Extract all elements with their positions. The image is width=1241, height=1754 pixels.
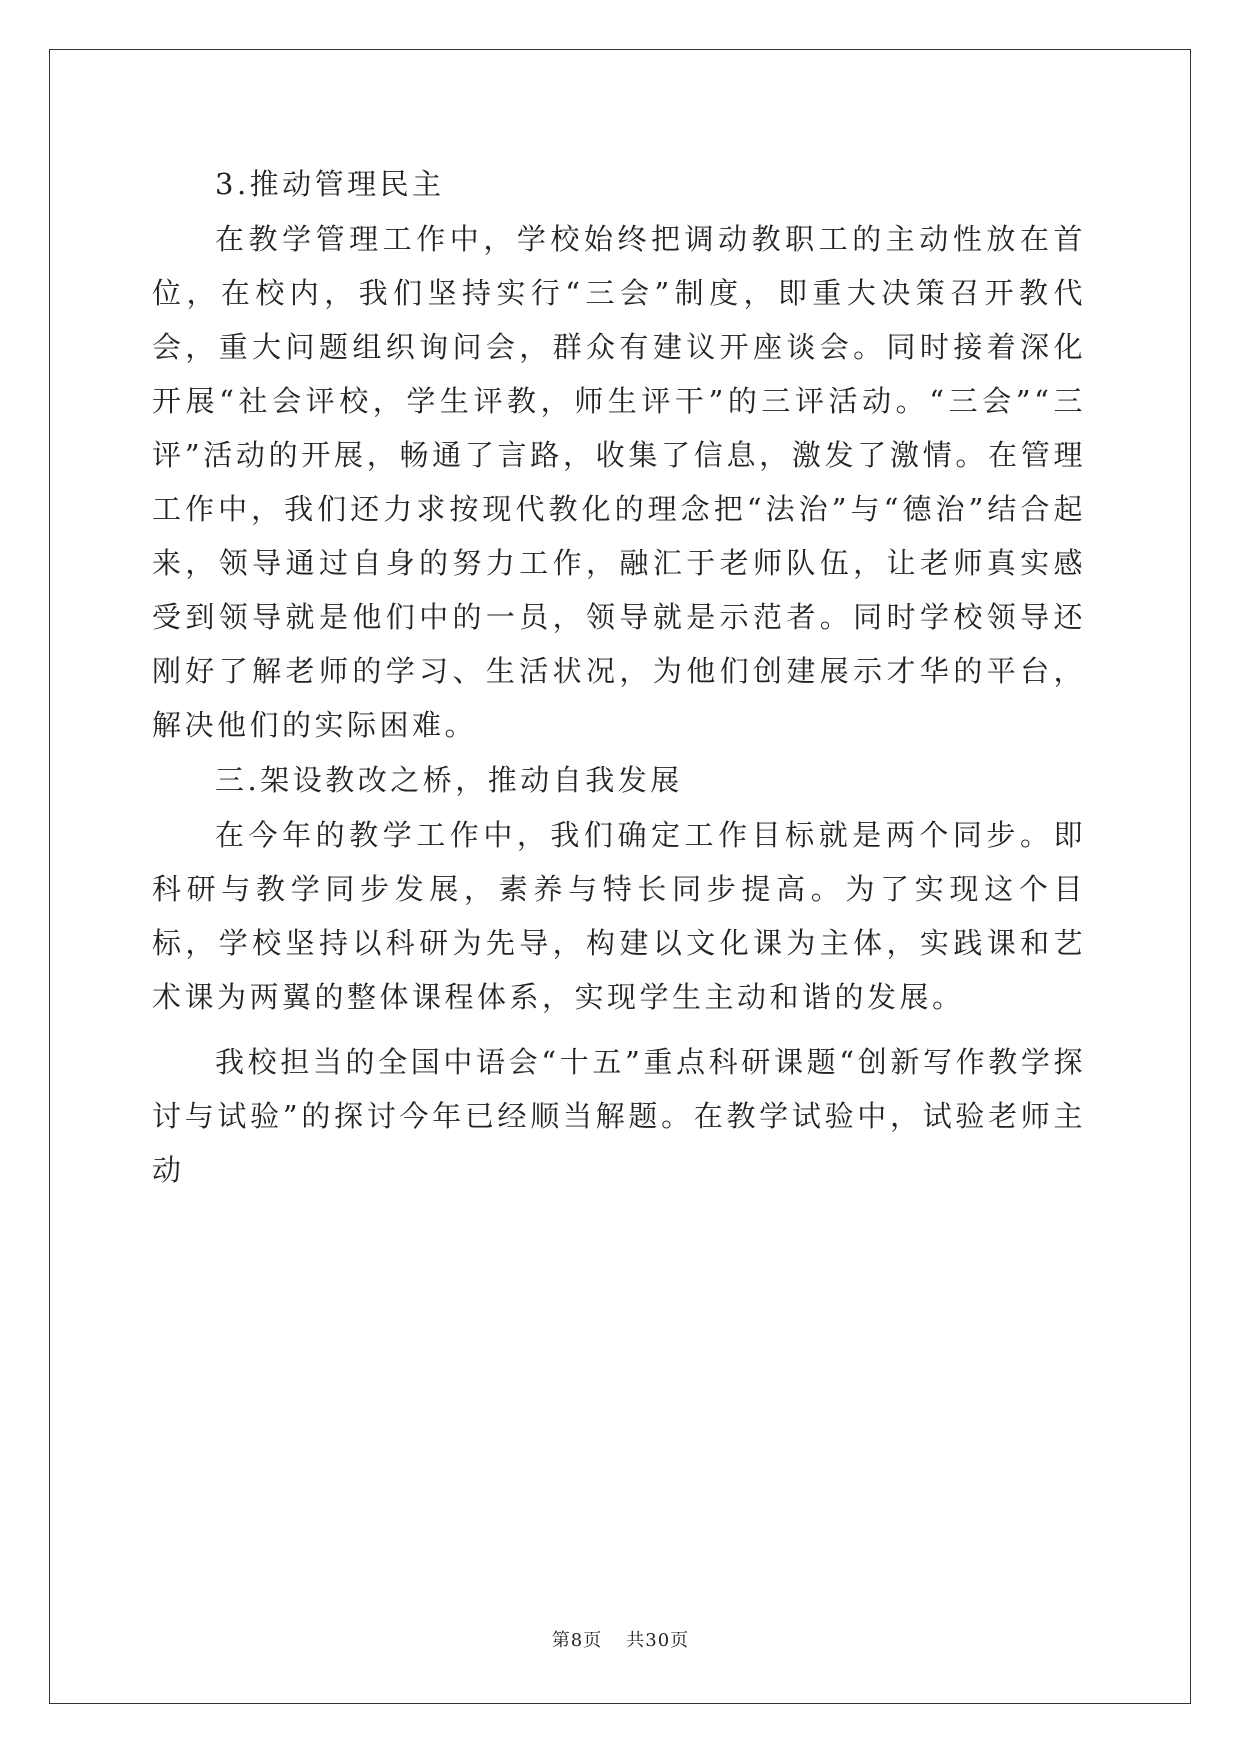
page-number: 第8页 [551, 1630, 603, 1651]
paragraph-gap [152, 1025, 1086, 1035]
paragraph-research: 我校担当的全国中语会“十五”重点科研课题“创新写作教学探讨与试验”的探讨今年已经顺当解题。在教学试验中，试验老师主动 [152, 1045, 1086, 1187]
section-heading-three: 三.架设教改之桥，推动自我发展 [215, 763, 683, 797]
section-heading-3: 3.推动管理民主 [215, 167, 445, 201]
page-total: 共30页 [626, 1630, 690, 1651]
paragraph-management: 在教学管理工作中，学校始终把调动教职工的主动性放在首位，在校内，我们坚持实行“三会”制度，即重大决策召开教代会，重大问题组织询问会，群众有建议开座谈会。同时接着深化开展“社会评校，学生评教，师生评干”的三评活动。“三会”“三评”活动的开展，畅通了言路，收集了信息，激发了激情。在管理工作中，我们还力求按现代教化的理念把“法治”与“德治”结合起来，领导通过自身的努力工作，融汇于老师队伍，让老师真实感受到领导就是他们中的一员，领导就是示范者。同时学校领导还刚好了解老师的学习、生活状况，为他们创建展示才华的平台，解决他们的实际困难。 [152, 222, 1086, 742]
page-footer [0, 1626, 1241, 1652]
document-body [152, 157, 1086, 1198]
paragraph-teaching-goals: 在今年的教学工作中，我们确定工作目标就是两个同步。即科研与教学同步发展，素养与特长同步提高。为了实现这个目标，学校坚持以科研为先导，构建以文化课为主体，实践课和艺术课为两翼的整体课程体系，实现学生主动和谐的发展。 [152, 818, 1086, 1014]
